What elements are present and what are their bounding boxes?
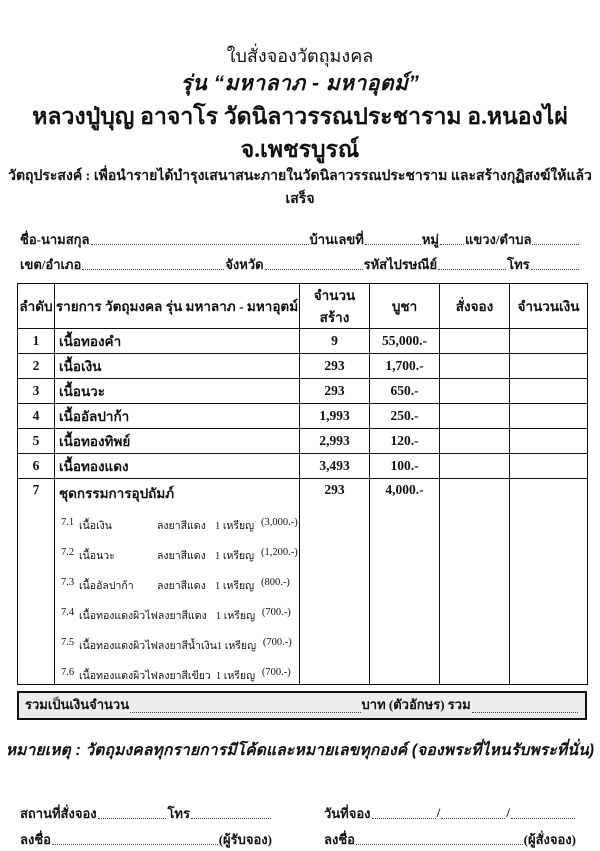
customer-role-label: (ผู้สั่งจอง) <box>523 831 576 847</box>
row-item: เนื้อทองแดง <box>55 454 300 479</box>
col-header-order: สั่งจอง <box>440 284 510 329</box>
sub-item-name: เนื้อทองแดงผิวไฟ <box>79 671 158 683</box>
row-no: 1 <box>18 329 55 354</box>
row-no: 6 <box>18 454 55 479</box>
sub-item-enamel: ลงยาสีแดง <box>157 551 206 563</box>
sub-item-unit: 1 เหรียญ <box>215 581 255 593</box>
sign-label: ลงชื่อ <box>324 831 355 847</box>
row-order-blank <box>440 329 510 354</box>
table-row-committee-set <box>18 479 588 685</box>
receiver-signature-field <box>52 835 218 845</box>
sub-item-price: (700.-) <box>261 667 291 679</box>
date-slash: / <box>436 805 441 821</box>
sub-item-no: 7.6 <box>61 667 75 679</box>
row-amount-blank <box>510 379 588 404</box>
row-price: 4,000.- <box>370 479 440 685</box>
row-item: เนื้อทองคำ <box>55 329 300 354</box>
footer-phone-field <box>191 809 271 819</box>
monk-temple-line: หลวงปู่บุญ อาจาโร วัดนิลาวรรณประชาราม อ.หนองไผ่ จ.เพชรบูรณ์ <box>32 103 568 162</box>
row-price: 55,000.- <box>370 329 440 354</box>
postcode-field <box>438 260 506 270</box>
sub-item-no: 7.5 <box>61 637 75 649</box>
phone-label: โทร <box>507 256 530 272</box>
row-item-with-subitems <box>55 479 300 685</box>
sub-item-price: (3,000.-) <box>261 517 298 529</box>
sub-item-unit: 1 เหรียญ <box>215 611 256 623</box>
total-sum-field <box>472 703 578 713</box>
phone-field <box>531 260 579 270</box>
order-date-line <box>324 796 576 822</box>
form-header <box>0 0 600 211</box>
table-row <box>18 429 588 454</box>
province-label: จังหวัด <box>225 256 264 272</box>
sub-item <box>59 637 299 654</box>
moo-label: หมู่ <box>421 231 439 247</box>
table-row <box>18 379 588 404</box>
sub-item-price: (1,200.-) <box>261 547 298 559</box>
sub-item-enamel: ลงยาสีแดง <box>157 581 206 593</box>
footer-phone-label: โทร <box>167 805 190 821</box>
order-place-field <box>98 809 167 819</box>
sub-item-name: เนื้อทองแดงผิวไฟ <box>79 611 158 623</box>
subdistrict-field <box>532 235 579 245</box>
row-order-blank <box>440 429 510 454</box>
row-made: 9 <box>300 329 370 354</box>
postcode-label: รหัสไปรษณีย์ <box>363 256 438 272</box>
subdistrict-label: แขวง/ตำบล <box>464 231 532 247</box>
sub-item-name: เนื้อทองแดงผิวไฟ <box>79 641 158 653</box>
house-no-field <box>365 235 421 245</box>
house-no-label: บ้านเลขที่ <box>309 231 364 247</box>
row-amount-blank <box>510 454 588 479</box>
moo-field <box>440 235 464 245</box>
receiver-role-label: (ผู้รับจอง) <box>218 831 272 847</box>
row-amount-blank <box>510 429 588 454</box>
sub-item-unit: 1 เหรียญ <box>216 641 257 653</box>
table-row <box>18 329 588 354</box>
sub-item-name: เนื้อเงิน <box>79 521 112 533</box>
row-made: 3,493 <box>300 454 370 479</box>
row-no: 3 <box>18 379 55 404</box>
row-price: 1,700.- <box>370 354 440 379</box>
purpose-line: วัตถุประสงค์ : เพื่อนำรายได้บำรุงเสนาสนะภายในวัดนิลาวรรณประชาราม และสร้างกุฏิสงฆ์ให้แล้วเสร็จ <box>8 169 592 207</box>
order-place-label: สถานที่สั่งจอง <box>20 805 97 821</box>
sign-label: ลงชื่อ <box>20 831 51 847</box>
sub-item-price: (700.-) <box>262 637 292 649</box>
customer-signature-field <box>356 835 523 845</box>
row-no: 5 <box>18 429 55 454</box>
order-place-line <box>20 796 272 822</box>
row-item: เนื้อเงิน <box>55 354 300 379</box>
footer-left-column <box>20 796 272 848</box>
row-amount-blank <box>510 404 588 429</box>
name-field <box>91 235 309 245</box>
name-label: ชื่อ-นามสกุล <box>20 231 90 247</box>
row-order-blank <box>440 404 510 429</box>
table-row <box>18 354 588 379</box>
row-price: 120.- <box>370 429 440 454</box>
sub-item <box>59 547 299 564</box>
sub-item <box>59 607 299 624</box>
note-line: หมายเหตุ : วัตถุมงคลทุกรายการมีโค้ดและหมายเลขทุกองค์ (จองพระที่ไหนรับพระที่นั่น) <box>5 742 595 760</box>
table-row <box>18 454 588 479</box>
table-header-row <box>18 284 588 329</box>
row-made: 293 <box>300 379 370 404</box>
date-year-field <box>511 809 575 819</box>
sub-item-unit: 1 เหรียญ <box>215 521 255 533</box>
receiver-sign-line <box>20 822 272 848</box>
row-price: 100.- <box>370 454 440 479</box>
committee-set-title: ชุดกรรมการอุปถัมภ์ <box>59 486 175 502</box>
date-slash: / <box>506 805 510 821</box>
sub-item-enamel: ลงยาสีเขียว <box>157 671 211 683</box>
row-made: 293 <box>300 479 370 685</box>
order-table <box>17 283 588 685</box>
date-day-field <box>372 809 436 819</box>
sub-item-name: เนื้อนวะ <box>79 551 115 563</box>
total-amount-field <box>130 703 360 713</box>
row-price: 250.- <box>370 404 440 429</box>
total-middle-label: บาท (ตัวอักษร) รวม <box>361 697 471 713</box>
province-field <box>265 260 363 270</box>
district-field <box>82 260 224 270</box>
sub-item-no: 7.4 <box>61 607 75 619</box>
district-label: เขต/อำเภอ <box>20 256 82 272</box>
row-no: 2 <box>18 354 55 379</box>
sub-item-no: 7.3 <box>61 577 75 589</box>
row-item: เนื้อนวะ <box>55 379 300 404</box>
sub-item <box>59 667 299 684</box>
date-month-field <box>441 809 505 819</box>
sub-item-no: 7.1 <box>61 517 75 529</box>
customer-fields <box>20 223 580 273</box>
sub-item-enamel: ลงยาสีแดง <box>157 521 206 533</box>
col-header-price: บูชา <box>370 284 440 329</box>
series-title: รุ่น “มหาลาภ - มหาอุตม์” <box>180 72 420 96</box>
row-no: 7 <box>18 479 55 685</box>
row-made: 1,993 <box>300 404 370 429</box>
col-header-made: จำนวนสร้าง <box>300 284 370 329</box>
sub-item-price: (800.-) <box>261 577 290 589</box>
col-header-item: รายการ วัตถุมงคล รุ่น มหาลาภ - มหาอุตม์ <box>55 284 300 329</box>
row-no: 4 <box>18 404 55 429</box>
row-order-blank <box>440 479 510 685</box>
customer-line-1 <box>20 223 580 248</box>
col-header-no: ลำดับ <box>18 284 55 329</box>
total-prefix-label: รวมเป็นเงินจำนวน <box>25 697 130 713</box>
row-made: 293 <box>300 354 370 379</box>
order-date-label: วันที่จอง <box>324 805 371 821</box>
row-amount-blank <box>510 354 588 379</box>
total-amount-box <box>17 691 587 720</box>
sub-item-unit: 1 เหรียญ <box>215 551 255 563</box>
sub-item-price: (700.-) <box>261 607 291 619</box>
customer-sign-line <box>324 822 576 848</box>
document-title: ใบสั่งจองวัตถุมงคล <box>226 46 374 66</box>
sub-item-enamel: ลงยาสีแดง <box>157 611 207 623</box>
row-amount-blank <box>510 479 588 685</box>
row-amount-blank <box>510 329 588 354</box>
sub-item <box>59 577 299 594</box>
row-item: เนื้ออัลปาก้า <box>55 404 300 429</box>
row-order-blank <box>440 354 510 379</box>
row-item: เนื้อทองทิพย์ <box>55 429 300 454</box>
footer-right-column <box>324 796 576 848</box>
sub-item <box>59 517 299 534</box>
table-row <box>18 404 588 429</box>
row-order-blank <box>440 379 510 404</box>
sub-item-unit: 1 เหรียญ <box>215 671 256 683</box>
row-price: 650.- <box>370 379 440 404</box>
row-made: 2,993 <box>300 429 370 454</box>
footer-section <box>20 796 576 848</box>
customer-line-2 <box>20 248 580 273</box>
row-order-blank <box>440 454 510 479</box>
col-header-amount: จำนวนเงิน <box>510 284 588 329</box>
sub-item-name: เนื้ออัลปาก้า <box>79 581 134 593</box>
sub-item-enamel: ลงยาสีน้ำเงิน <box>157 641 217 653</box>
sub-item-no: 7.2 <box>61 547 75 559</box>
